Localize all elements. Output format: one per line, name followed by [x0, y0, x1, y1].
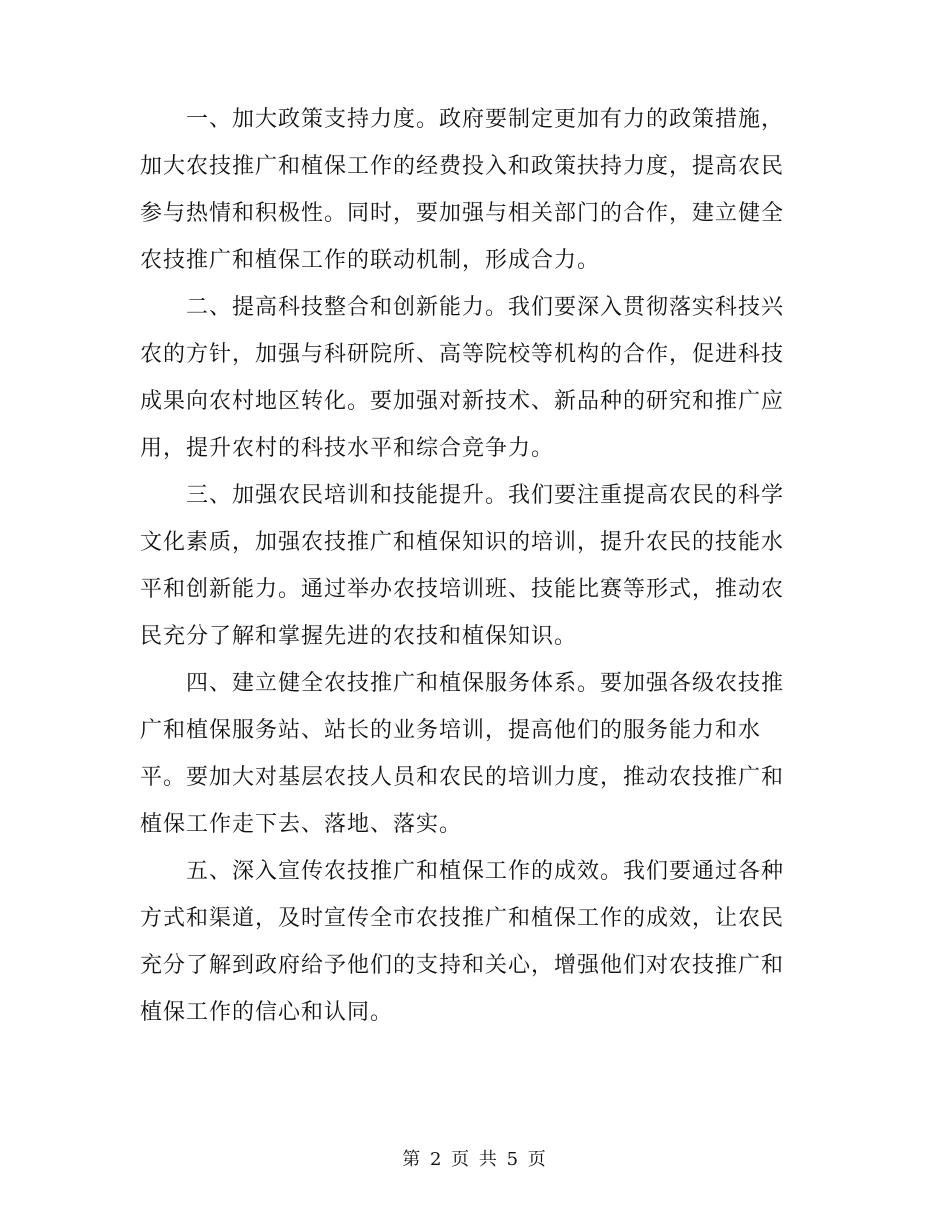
document-body: [140, 96, 800, 1036]
paragraph-service-system: 四、建立健全农技推广和植保服务体系。要加强各级农技推广和植保服务站、站长的业务培训，提高他们的服务能力和水平。要加大对基层农技人员和农民的培训力度，推动农技推广和植保工作走下去、落地、落实。: [140, 671, 785, 837]
paragraph-publicity: 五、深入宣传农技推广和植保工作的成效。我们要通过各种方式和渠道，及时宣传全市农技推广和植保工作的成效，让农民充分了解到政府给予他们的支持和关心，增强他们对农技推广和植保工作的信心和认同。: [140, 859, 785, 1025]
paragraph-farmer-training: 三、加强农民培训和技能提升。我们要注重提高农民的科学文化素质，加强农技推广和植保知识的培训，提升农民的技能水平和创新能力。通过举办农技培训班、技能比赛等形式，推动农民充分了解和掌握先进的农技和植保知识。: [140, 483, 785, 649]
paragraph-policy-support: 一、加大政策支持力度。政府要制定更加有力的政策措施，加大农技推广和植保工作的经费投入和政策扶持力度，提高农民参与热情和积极性。同时，要加强与相关部门的合作，建立健全农技推广和植保工作的联动机制，形成合力。: [140, 107, 785, 273]
page-number-footer: 第 2 页 共 5 页: [402, 1149, 548, 1170]
paragraph-tech-innovation: 二、提高科技整合和创新能力。我们要深入贯彻落实科技兴农的方针，加强与科研院所、高等院校等机构的合作，促进科技成果向农村地区转化。要加强对新技术、新品种的研究和推广应用，提升农村的科技水平和综合竞争力。: [140, 295, 785, 461]
